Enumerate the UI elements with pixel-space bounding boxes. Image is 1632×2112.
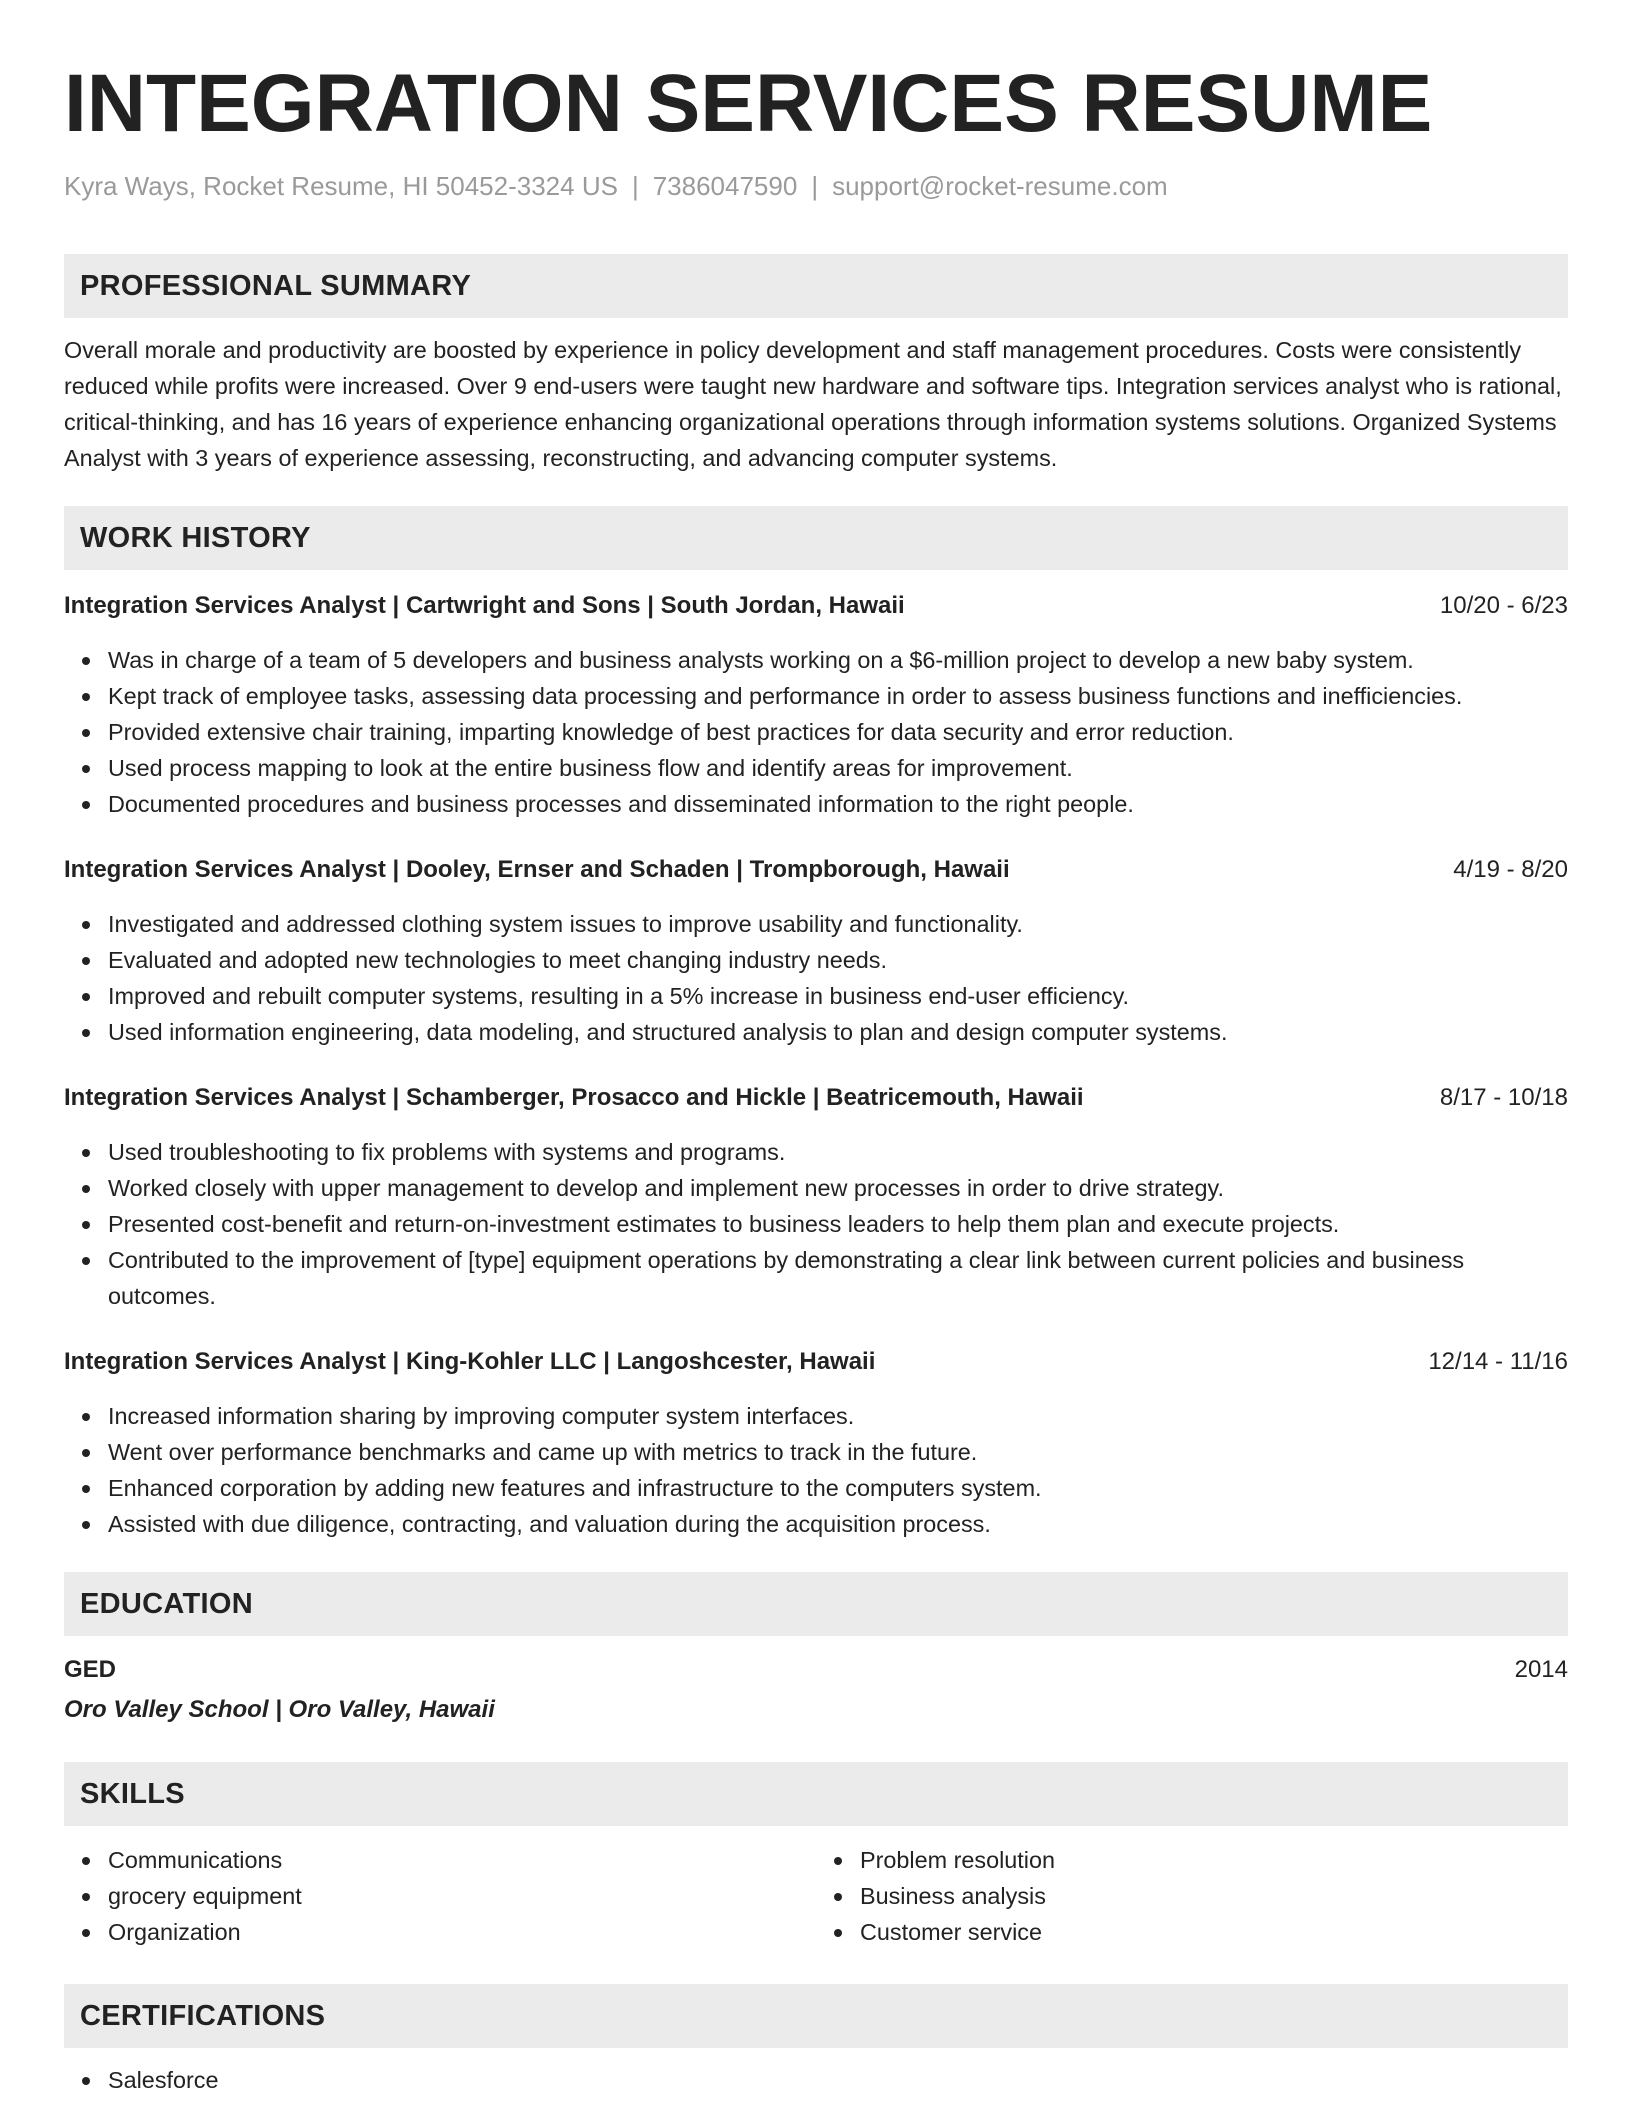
skills-grid — [64, 1842, 1568, 1950]
job-bullet: Investigated and addressed clothing system issues to improve usability and functionality. — [108, 906, 1568, 942]
skills-column-left — [64, 1842, 816, 1950]
job-bullet: Provided extensive chair training, imparting knowledge of best practices for data security and error reduction. — [108, 714, 1568, 750]
job-entry — [64, 1080, 1568, 1314]
contact-separator: | — [811, 171, 819, 201]
section-header-certifications: CERTIFICATIONS — [64, 1984, 1568, 2048]
skill-item: Business analysis — [860, 1878, 1568, 1914]
contact-phone: 7386047590 — [652, 171, 798, 201]
contact-address: Kyra Ways, Rocket Resume, HI 50452-3324 US — [64, 171, 618, 201]
job-bullet: Used troubleshooting to fix problems with systems and programs. — [108, 1134, 1568, 1170]
job-bullets — [64, 1398, 1568, 1542]
section-header-skills: SKILLS — [64, 1762, 1568, 1826]
job-bullet: Presented cost-benefit and return-on-investment estimates to business leaders to help them plan and execute projects. — [108, 1206, 1568, 1242]
job-entry — [64, 588, 1568, 822]
summary-text: Overall morale and productivity are boosted by experience in policy development and staff management procedures. Costs were consistently reduced while profits were increased. Over 9 end-users were taught new hardware and software tips. Integration services analyst who is rational, critical-thinking, and has 16 years of experience enhancing organizational operations through information systems solutions. Organized Systems Analyst with 3 years of experience assessing, reconstructing, and advancing computer systems. — [64, 337, 1562, 471]
job-bullet: Was in charge of a team of 5 developers and business analysts working on a $6-million project to develop a new baby system. — [108, 642, 1568, 678]
skill-item: Problem resolution — [860, 1842, 1568, 1878]
contact-separator: | — [631, 171, 639, 201]
job-header — [64, 1344, 1568, 1380]
job-entry — [64, 852, 1568, 1050]
education-degree: GED — [64, 1656, 117, 1683]
job-bullet: Used process mapping to look at the entire business flow and identify areas for improvement. — [108, 750, 1568, 786]
skill-item: Customer service — [860, 1914, 1568, 1950]
job-bullet: Used information engineering, data modeling, and structured analysis to plan and design computer systems. — [108, 1014, 1568, 1050]
job-bullet: Worked closely with upper management to develop and implement new processes in order to drive strategy. — [108, 1170, 1568, 1206]
job-entry — [64, 1344, 1568, 1542]
job-title: Integration Services Analyst | Schamberger, Prosacco and Hickle | Beatricemouth, Hawaii — [64, 1084, 1084, 1111]
contact-line — [64, 168, 1568, 204]
job-bullet: Went over performance benchmarks and came up with metrics to track in the future. — [108, 1434, 1568, 1470]
certification-item: Salesforce — [108, 2062, 1568, 2098]
skills-column-right — [816, 1842, 1568, 1950]
job-header — [64, 1080, 1568, 1116]
job-dates: 12/14 - 11/16 — [1428, 1348, 1568, 1375]
job-bullets — [64, 642, 1568, 822]
job-title: Integration Services Analyst | Dooley, Ernser and Schaden | Trompborough, Hawaii — [64, 856, 1010, 883]
job-header — [64, 852, 1568, 888]
skills-list-right — [816, 1842, 1568, 1950]
job-bullet: Increased information sharing by improving computer system interfaces. — [108, 1398, 1568, 1434]
education-year: 2014 — [1514, 1656, 1568, 1683]
job-bullet: Evaluated and adopted new technologies to meet changing industry needs. — [108, 942, 1568, 978]
job-title: Integration Services Analyst | King-Kohler LLC | Langoshcester, Hawaii — [64, 1348, 876, 1375]
job-bullet: Contributed to the improvement of [type] equipment operations by demonstrating a clear link between current policies and business outcomes. — [108, 1242, 1568, 1314]
skill-item: grocery equipment — [108, 1878, 816, 1914]
job-dates: 10/20 - 6/23 — [1439, 592, 1568, 619]
contact-email: support@rocket-resume.com — [832, 171, 1168, 201]
job-bullets — [64, 1134, 1568, 1314]
section-header-work-history: WORK HISTORY — [64, 506, 1568, 570]
job-bullet: Improved and rebuilt computer systems, resulting in a 5% increase in business end-user efficiency. — [108, 978, 1568, 1014]
education-school: Oro Valley School | Oro Valley, Hawaii — [64, 1696, 495, 1723]
education-row — [64, 1652, 1568, 1688]
job-dates: 4/19 - 8/20 — [1453, 856, 1568, 883]
job-bullets — [64, 906, 1568, 1050]
job-dates: 8/17 - 10/18 — [1439, 1084, 1568, 1111]
job-bullet: Documented procedures and business processes and disseminated information to the right people. — [108, 786, 1568, 822]
job-header — [64, 588, 1568, 624]
section-header-education: EDUCATION — [64, 1572, 1568, 1636]
section-header-summary: PROFESSIONAL SUMMARY — [64, 254, 1568, 318]
job-bullet: Kept track of employee tasks, assessing data processing and performance in order to assess business functions and inefficiencies. — [108, 678, 1568, 714]
skills-list-left — [64, 1842, 816, 1950]
job-bullet: Assisted with due diligence, contracting, and valuation during the acquisition process. — [108, 1506, 1568, 1542]
job-bullet: Enhanced corporation by adding new features and infrastructure to the computers system. — [108, 1470, 1568, 1506]
certifications-list — [64, 2062, 1568, 2098]
skill-item: Organization — [108, 1914, 816, 1950]
resume-title: INTEGRATION SERVICES RESUME — [64, 58, 1433, 149]
job-title: Integration Services Analyst | Cartwright and Sons | South Jordan, Hawaii — [64, 592, 905, 619]
skill-item: Communications — [108, 1842, 816, 1878]
